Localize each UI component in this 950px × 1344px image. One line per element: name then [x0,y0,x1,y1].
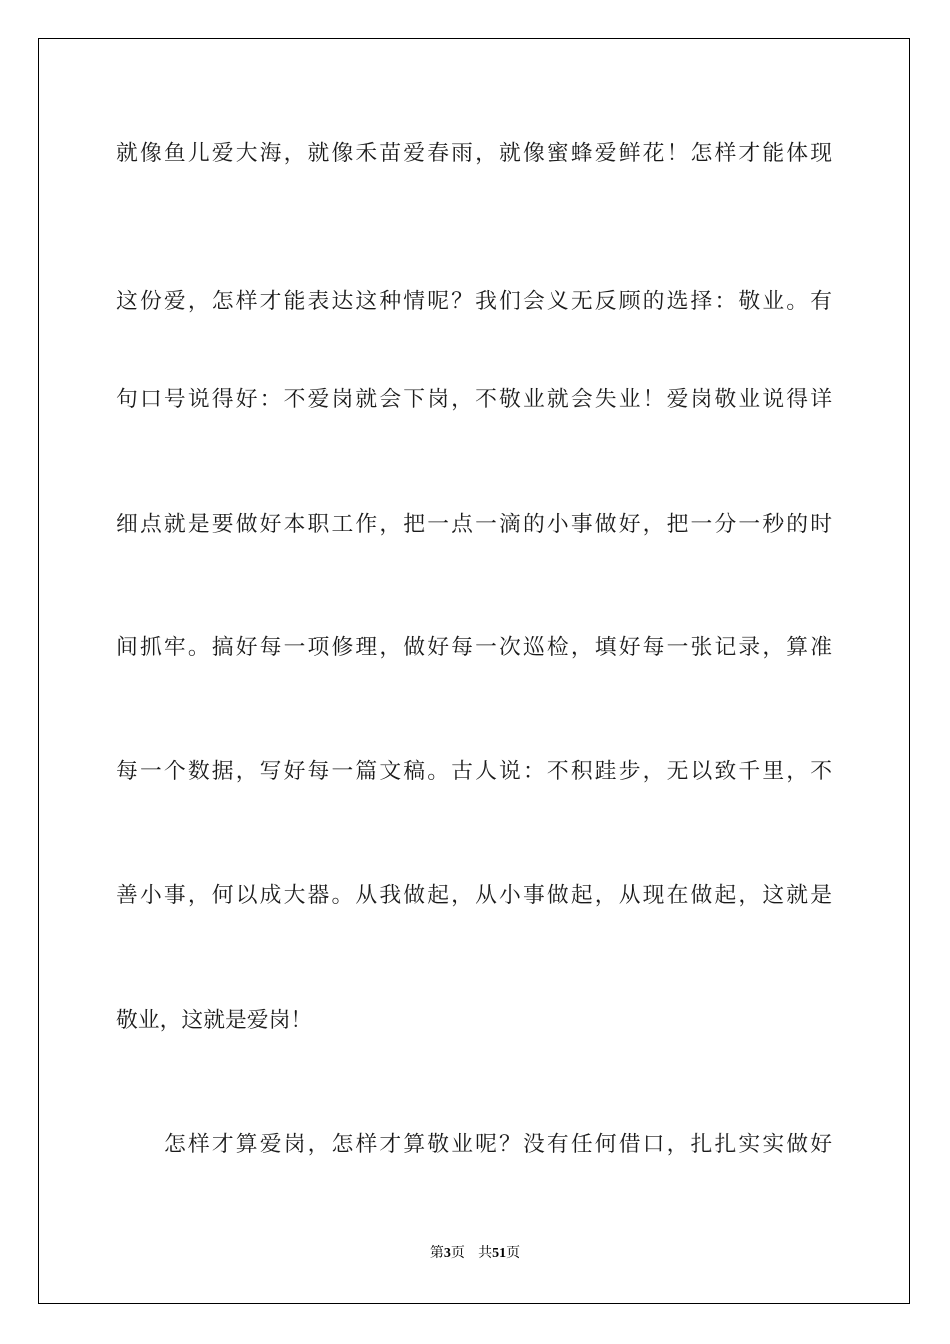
body-line-4: 细点就是要做好本职工作，把一点一滴的小事做好，把一分一秒的时 [116,512,832,537]
footer-total-pages: 51 [492,1246,507,1261]
footer-page-prefix: 第 [429,1245,444,1261]
body-line-7: 善小事，何以成大器。从我做起，从小事做起，从现在做起，这就是 [116,883,832,908]
body-line-6: 每一个数据，写好每一篇文稿。古人说：不积跬步，无以致千里，不 [116,759,832,784]
body-line-8: 敬业，这就是爱岗！ [116,1008,313,1033]
footer-page-number: 3 [443,1246,451,1261]
body-line-2: 这份爱，怎样才能表达这种情呢？我们会义无反顾的选择：敬业。有 [116,289,832,314]
body-line-1: 就像鱼儿爱大海，就像禾苗爱春雨，就像蜜蜂爱鲜花！怎样才能体现 [116,141,832,166]
body-line-5: 间抓牢。搞好每一项修理，做好每一次巡检，填好每一张记录，算准 [116,635,832,660]
page-footer [0,1242,950,1262]
page-border [38,38,910,1304]
body-line-9: 怎样才算爱岗，怎样才算敬业呢？没有任何借口，扎扎实实做好 [164,1132,832,1157]
footer-total-suffix: 页 [506,1245,521,1261]
footer-total-prefix: 共 [478,1245,493,1261]
footer-page-suffix: 页 [450,1245,465,1261]
body-line-3: 句口号说得好：不爱岗就会下岗，不敬业就会失业！爱岗敬业说得详 [116,387,832,412]
